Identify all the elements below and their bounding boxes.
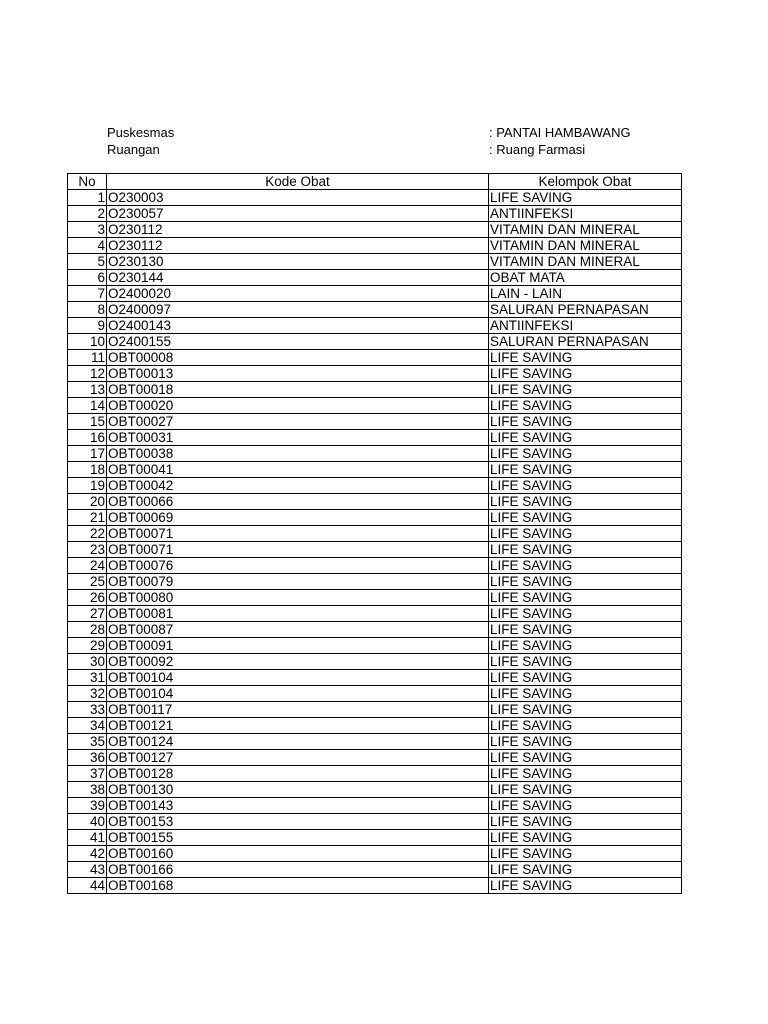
table-row <box>68 190 682 206</box>
kode-obat-cell: OBT00027 <box>107 414 489 430</box>
table-row <box>68 686 682 702</box>
table-row <box>68 270 682 286</box>
kode-obat-cell: OBT00076 <box>107 558 489 574</box>
kode-obat-cell: OBT00079 <box>107 574 489 590</box>
row-number-cell: 4 <box>68 238 107 254</box>
kode-obat-cell: O230144 <box>107 270 489 286</box>
row-number-cell: 44 <box>68 878 107 894</box>
medicine-table <box>67 173 682 894</box>
row-number-cell: 8 <box>68 302 107 318</box>
row-number-cell: 22 <box>68 526 107 542</box>
table-row <box>68 350 682 366</box>
column-header-no: No <box>68 174 107 190</box>
kode-obat-cell: O230057 <box>107 206 489 222</box>
row-number-cell: 7 <box>68 286 107 302</box>
kode-obat-cell: O2400155 <box>107 334 489 350</box>
kelompok-obat-cell: LIFE SAVING <box>489 558 682 574</box>
table-row <box>68 414 682 430</box>
kode-obat-cell: OBT00080 <box>107 590 489 606</box>
kelompok-obat-cell: LIFE SAVING <box>489 766 682 782</box>
kelompok-obat-cell: LIFE SAVING <box>489 462 682 478</box>
kelompok-obat-cell: LIFE SAVING <box>489 878 682 894</box>
kode-obat-cell: OBT00031 <box>107 430 489 446</box>
table-row <box>68 590 682 606</box>
ruangan-label: Ruangan <box>107 142 160 157</box>
row-number-cell: 32 <box>68 686 107 702</box>
kode-obat-cell: OBT00042 <box>107 478 489 494</box>
table-row <box>68 622 682 638</box>
row-number-cell: 14 <box>68 398 107 414</box>
kelompok-obat-cell: LIFE SAVING <box>489 590 682 606</box>
kode-obat-cell: OBT00071 <box>107 526 489 542</box>
table-row <box>68 542 682 558</box>
kode-obat-cell: OBT00020 <box>107 398 489 414</box>
table-header-row <box>68 174 682 190</box>
puskesmas-value: : PANTAI HAMBAWANG <box>489 125 631 140</box>
kode-obat-cell: OBT00153 <box>107 814 489 830</box>
row-number-cell: 33 <box>68 702 107 718</box>
table-row <box>68 430 682 446</box>
row-number-cell: 31 <box>68 670 107 686</box>
column-header-kelompok-obat: Kelompok Obat <box>489 174 682 190</box>
kelompok-obat-cell: VITAMIN DAN MINERAL <box>489 222 682 238</box>
table-row <box>68 750 682 766</box>
kode-obat-cell: OBT00038 <box>107 446 489 462</box>
kode-obat-cell: OBT00160 <box>107 846 489 862</box>
row-number-cell: 18 <box>68 462 107 478</box>
kelompok-obat-cell: LIFE SAVING <box>489 446 682 462</box>
kelompok-obat-cell: LIFE SAVING <box>489 734 682 750</box>
row-number-cell: 42 <box>68 846 107 862</box>
kode-obat-cell: OBT00166 <box>107 862 489 878</box>
kelompok-obat-cell: OBAT MATA <box>489 270 682 286</box>
table-row <box>68 238 682 254</box>
kelompok-obat-cell: LIFE SAVING <box>489 574 682 590</box>
kode-obat-cell: OBT00121 <box>107 718 489 734</box>
row-number-cell: 37 <box>68 766 107 782</box>
kelompok-obat-cell: LIFE SAVING <box>489 526 682 542</box>
row-number-cell: 12 <box>68 366 107 382</box>
row-number-cell: 13 <box>68 382 107 398</box>
kelompok-obat-cell: LIFE SAVING <box>489 798 682 814</box>
kelompok-obat-cell: SALURAN PERNAPASAN <box>489 334 682 350</box>
row-number-cell: 30 <box>68 654 107 670</box>
header-row-puskesmas <box>107 124 667 141</box>
table-row <box>68 526 682 542</box>
table-row <box>68 462 682 478</box>
table-row <box>68 398 682 414</box>
kelompok-obat-cell: LIFE SAVING <box>489 542 682 558</box>
row-number-cell: 25 <box>68 574 107 590</box>
row-number-cell: 36 <box>68 750 107 766</box>
kode-obat-cell: OBT00087 <box>107 622 489 638</box>
table-row <box>68 846 682 862</box>
table-row <box>68 318 682 334</box>
kode-obat-cell: OBT00018 <box>107 382 489 398</box>
puskesmas-label: Puskesmas <box>107 125 175 140</box>
kelompok-obat-cell: LIFE SAVING <box>489 430 682 446</box>
table-row <box>68 510 682 526</box>
kode-obat-cell: OBT00128 <box>107 766 489 782</box>
kelompok-obat-cell: LIFE SAVING <box>489 382 682 398</box>
row-number-cell: 20 <box>68 494 107 510</box>
kode-obat-cell: O2400020 <box>107 286 489 302</box>
kode-obat-cell: OBT00168 <box>107 878 489 894</box>
table-body <box>68 190 682 894</box>
kode-obat-cell: OBT00092 <box>107 654 489 670</box>
kode-obat-cell: O230112 <box>107 222 489 238</box>
kode-obat-cell: OBT00143 <box>107 798 489 814</box>
kode-obat-cell: OBT00155 <box>107 830 489 846</box>
kode-obat-cell: OBT00071 <box>107 542 489 558</box>
kelompok-obat-cell: LIFE SAVING <box>489 398 682 414</box>
kode-obat-cell: OBT00104 <box>107 686 489 702</box>
kode-obat-cell: OBT00013 <box>107 366 489 382</box>
table-row <box>68 814 682 830</box>
kode-obat-cell: O2400143 <box>107 318 489 334</box>
kelompok-obat-cell: LIFE SAVING <box>489 830 682 846</box>
table-row <box>68 670 682 686</box>
row-number-cell: 15 <box>68 414 107 430</box>
row-number-cell: 1 <box>68 190 107 206</box>
column-header-kode-obat: Kode Obat <box>107 174 489 190</box>
kode-obat-cell: O230130 <box>107 254 489 270</box>
table-row <box>68 830 682 846</box>
kode-obat-cell: OBT00124 <box>107 734 489 750</box>
kelompok-obat-cell: LIFE SAVING <box>489 702 682 718</box>
kode-obat-cell: OBT00127 <box>107 750 489 766</box>
row-number-cell: 29 <box>68 638 107 654</box>
row-number-cell: 10 <box>68 334 107 350</box>
kode-obat-cell: OBT00104 <box>107 670 489 686</box>
kelompok-obat-cell: LIFE SAVING <box>489 718 682 734</box>
table-row <box>68 798 682 814</box>
kode-obat-cell: OBT00117 <box>107 702 489 718</box>
row-number-cell: 11 <box>68 350 107 366</box>
kode-obat-cell: OBT00091 <box>107 638 489 654</box>
table-row <box>68 702 682 718</box>
kelompok-obat-cell: LIFE SAVING <box>489 414 682 430</box>
kelompok-obat-cell: LIFE SAVING <box>489 638 682 654</box>
kelompok-obat-cell: VITAMIN DAN MINERAL <box>489 238 682 254</box>
kelompok-obat-cell: LIFE SAVING <box>489 510 682 526</box>
table-row <box>68 446 682 462</box>
row-number-cell: 6 <box>68 270 107 286</box>
kelompok-obat-cell: LIFE SAVING <box>489 190 682 206</box>
kode-obat-cell: OBT00069 <box>107 510 489 526</box>
row-number-cell: 17 <box>68 446 107 462</box>
kelompok-obat-cell: LIFE SAVING <box>489 862 682 878</box>
table-row <box>68 366 682 382</box>
kelompok-obat-cell: LIFE SAVING <box>489 494 682 510</box>
kelompok-obat-cell: ANTIINFEKSI <box>489 206 682 222</box>
table-row <box>68 222 682 238</box>
table-row <box>68 494 682 510</box>
kode-obat-cell: O230112 <box>107 238 489 254</box>
row-number-cell: 34 <box>68 718 107 734</box>
row-number-cell: 40 <box>68 814 107 830</box>
row-number-cell: 38 <box>68 782 107 798</box>
kode-obat-cell: OBT00008 <box>107 350 489 366</box>
table-row <box>68 638 682 654</box>
row-number-cell: 35 <box>68 734 107 750</box>
row-number-cell: 2 <box>68 206 107 222</box>
kelompok-obat-cell: LIFE SAVING <box>489 846 682 862</box>
table-row <box>68 878 682 894</box>
kelompok-obat-cell: LIFE SAVING <box>489 654 682 670</box>
table-row <box>68 334 682 350</box>
table-row <box>68 766 682 782</box>
table-row <box>68 606 682 622</box>
kelompok-obat-cell: LIFE SAVING <box>489 686 682 702</box>
kelompok-obat-cell: VITAMIN DAN MINERAL <box>489 254 682 270</box>
row-number-cell: 39 <box>68 798 107 814</box>
table-row <box>68 862 682 878</box>
table-row <box>68 782 682 798</box>
table-row <box>68 254 682 270</box>
kelompok-obat-cell: SALURAN PERNAPASAN <box>489 302 682 318</box>
kelompok-obat-cell: ANTIINFEKSI <box>489 318 682 334</box>
table-row <box>68 718 682 734</box>
ruangan-value: : Ruang Farmasi <box>489 142 586 157</box>
row-number-cell: 24 <box>68 558 107 574</box>
row-number-cell: 23 <box>68 542 107 558</box>
kelompok-obat-cell: LIFE SAVING <box>489 750 682 766</box>
row-number-cell: 26 <box>68 590 107 606</box>
row-number-cell: 19 <box>68 478 107 494</box>
table-row <box>68 558 682 574</box>
row-number-cell: 27 <box>68 606 107 622</box>
row-number-cell: 21 <box>68 510 107 526</box>
table-row <box>68 286 682 302</box>
kode-obat-cell: O230003 <box>107 190 489 206</box>
row-number-cell: 28 <box>68 622 107 638</box>
kelompok-obat-cell: LIFE SAVING <box>489 782 682 798</box>
kelompok-obat-cell: LIFE SAVING <box>489 814 682 830</box>
table-row <box>68 206 682 222</box>
document-header <box>107 124 667 158</box>
kelompok-obat-cell: LIFE SAVING <box>489 622 682 638</box>
kode-obat-cell: OBT00130 <box>107 782 489 798</box>
row-number-cell: 3 <box>68 222 107 238</box>
row-number-cell: 43 <box>68 862 107 878</box>
table-row <box>68 654 682 670</box>
kelompok-obat-cell: LIFE SAVING <box>489 350 682 366</box>
table-row <box>68 574 682 590</box>
table-row <box>68 382 682 398</box>
kode-obat-cell: O2400097 <box>107 302 489 318</box>
table-row <box>68 302 682 318</box>
row-number-cell: 5 <box>68 254 107 270</box>
kelompok-obat-cell: LIFE SAVING <box>489 606 682 622</box>
table-row <box>68 734 682 750</box>
kode-obat-cell: OBT00066 <box>107 494 489 510</box>
kode-obat-cell: OBT00081 <box>107 606 489 622</box>
kelompok-obat-cell: LIFE SAVING <box>489 478 682 494</box>
kelompok-obat-cell: LIFE SAVING <box>489 366 682 382</box>
kelompok-obat-cell: LAIN - LAIN <box>489 286 682 302</box>
row-number-cell: 16 <box>68 430 107 446</box>
kelompok-obat-cell: LIFE SAVING <box>489 670 682 686</box>
table-row <box>68 478 682 494</box>
row-number-cell: 41 <box>68 830 107 846</box>
header-row-ruangan <box>107 141 667 158</box>
kode-obat-cell: OBT00041 <box>107 462 489 478</box>
row-number-cell: 9 <box>68 318 107 334</box>
